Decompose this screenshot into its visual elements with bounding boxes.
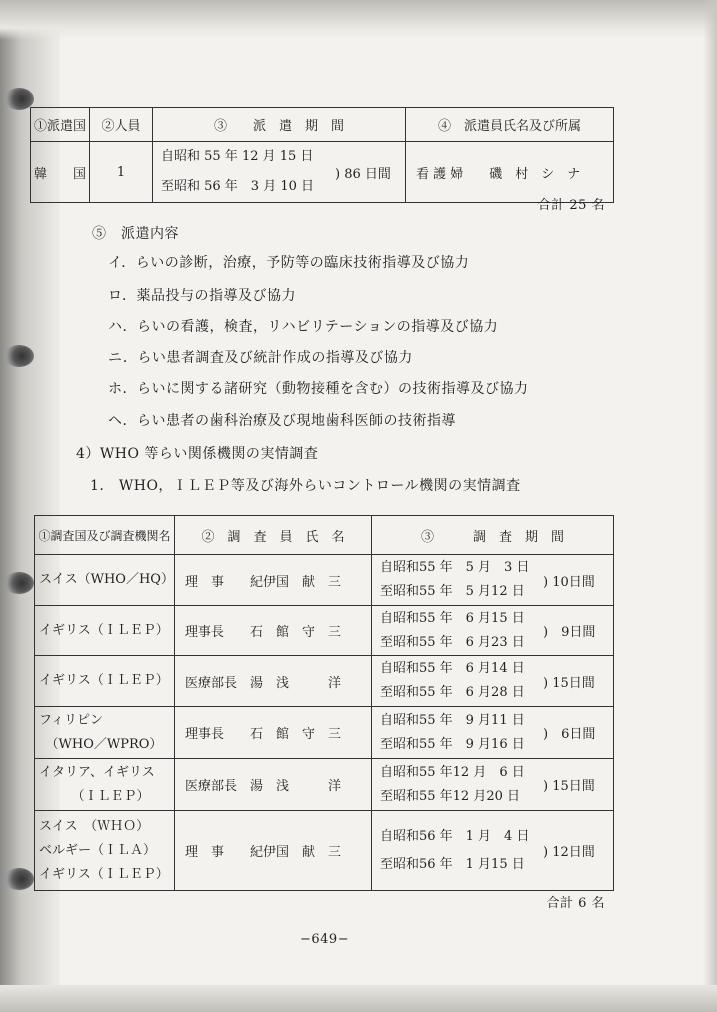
dispatch-from: 自昭和 55 年 12 月 15 日 (161, 149, 314, 164)
survey-person: 医療部長 湯 浅 洋 (174, 656, 371, 707)
survey-table (34, 515, 614, 891)
section5-heading: ⑤ 派遣内容 (92, 226, 179, 242)
survey-duration: ) 10日間 (543, 574, 595, 590)
survey-person: 理事長 石 館 守 三 (174, 707, 371, 759)
section4-subheading: 1. WHO，ＩＬＥＰ等及び海外らいコントロール機関の実情調査 (90, 478, 521, 494)
dispatch-table-row (31, 142, 614, 203)
survey-duration: ) 12日間 (543, 845, 595, 860)
survey-period (371, 759, 613, 811)
survey-period (371, 555, 613, 606)
survey-duration: ) 15日間 (543, 675, 595, 691)
survey-duration: ) 15日間 (543, 779, 595, 794)
survey-period (371, 656, 613, 707)
binder-ring-icon (4, 868, 34, 890)
header-survey-period: ③ 調 査 期 間 (371, 516, 613, 555)
survey-country-line: イギリス（ＩＬＥＰ） (39, 866, 169, 882)
survey-row (35, 606, 614, 656)
binder-ring-icon (4, 572, 34, 594)
section4-heading: 4）WHO 等らい関係機関の実情調査 (76, 446, 319, 462)
binder-ring-icon (4, 345, 34, 367)
section5-item: ヘ．らい患者の歯科治療及び現地歯科医師の技術指導 (108, 413, 456, 429)
survey-country (35, 555, 175, 606)
total-dispatch: 合計 25 名 (537, 198, 605, 213)
survey-person: 理 事 紀伊国 献 三 (174, 555, 371, 606)
dispatch-person: 看 護 婦 磯 村 シ ナ (406, 142, 614, 203)
survey-from: 自昭和55 年 9 月11 日 (379, 712, 525, 728)
section5-item: ホ．らいに関する諸研究（動物接種を含む）の技術指導及び協力 (108, 381, 529, 397)
survey-from: 自昭和55 年12 月 6 日 (379, 764, 525, 780)
survey-period (371, 707, 613, 759)
survey-country-line: ベルギー（ＩＬＡ） (39, 842, 157, 858)
section5-item: ニ．らい患者調査及び統計作成の指導及び協力 (108, 350, 413, 366)
dispatch-table-header (31, 108, 614, 142)
dispatch-period (153, 142, 406, 203)
survey-country-line: イギリス（ＩＬＥＰ） (39, 622, 169, 638)
survey-duration: ) 6日間 (543, 727, 596, 742)
survey-table-header (35, 516, 614, 555)
survey-country (35, 759, 175, 811)
header-survey-person: ② 調 査 員 氏 名 (174, 516, 371, 555)
section5-item: イ．らいの診断，治療，予防等の臨床技術指導及び協力 (108, 255, 470, 271)
survey-row (35, 656, 614, 707)
survey-row (35, 759, 614, 811)
dispatch-to: 至昭和 56 年 3 月 10 日 (161, 179, 315, 194)
header-period: ③ 派 遣 期 間 (153, 108, 406, 142)
survey-country (35, 811, 175, 891)
survey-period (371, 606, 613, 656)
page-number: −649− (300, 932, 350, 947)
survey-period (371, 811, 613, 891)
survey-duration: ) 9日間 (543, 625, 596, 640)
survey-to: 至昭和55 年 6 月28 日 (379, 685, 525, 700)
dispatch-count: 1 (90, 142, 153, 203)
survey-to: 至昭和55 年12 月20 日 (379, 788, 520, 804)
section5-item: ロ．薬品投与の指導及び協力 (108, 288, 296, 304)
survey-from: 自昭和55 年 6 月14 日 (379, 661, 525, 676)
survey-country (35, 606, 175, 656)
survey-country-line: スイス（WHO／HQ） (39, 572, 174, 587)
dispatch-duration: ) 86 日間 (335, 166, 391, 182)
survey-person: 理事長 石 館 守 三 (174, 606, 371, 656)
dispatch-table (30, 107, 614, 203)
survey-from: 自昭和55 年 6 月15 日 (379, 610, 525, 626)
top-shadow (0, 0, 717, 40)
survey-row (35, 707, 614, 759)
bottom-edge (0, 985, 717, 1012)
header-survey-country: ①調査国及び調査機関名 (35, 516, 175, 555)
header-count: ②人員 (90, 108, 153, 142)
survey-to: 至昭和55 年 5 月12 日 (379, 584, 525, 599)
survey-country-line: スイス （ＷＨＯ） (39, 818, 150, 834)
survey-country-line: （ＩＬＥＰ） (39, 788, 150, 804)
survey-from: 自昭和56 年 1 月 4 日 (379, 828, 530, 844)
section5-item: ハ．らいの看護，検査，リハビリテーションの指導及び協力 (108, 319, 499, 335)
survey-to: 至昭和55 年 9 月16 日 (379, 736, 525, 752)
survey-country-line: イタリア、イギリス (39, 764, 155, 780)
survey-country-line: （WHO／WPRO） (39, 736, 163, 752)
header-person: ④ 派遣員氏名及び所属 (406, 108, 614, 142)
survey-country-line: イギリス（ＩＬＥＰ） (39, 673, 169, 688)
survey-country (35, 707, 175, 759)
survey-country (35, 656, 175, 707)
header-country: ①派遣国 (31, 108, 90, 142)
dispatch-country: 韓 国 (31, 142, 90, 203)
right-edge-shadow (703, 0, 717, 1012)
survey-to: 至昭和55 年 6 月23 日 (379, 634, 525, 650)
survey-to: 至昭和56 年 1 月15 日 (379, 856, 525, 872)
survey-person: 理 事 紀伊国 献 三 (174, 811, 371, 891)
survey-person: 医療部長 湯 浅 洋 (174, 759, 371, 811)
survey-row (35, 555, 614, 606)
total-survey: 合計 6 名 (546, 896, 605, 911)
survey-row (35, 811, 614, 891)
survey-country-line: フィリピン (39, 712, 103, 728)
survey-from: 自昭和55 年 5 月 3 日 (379, 560, 530, 575)
